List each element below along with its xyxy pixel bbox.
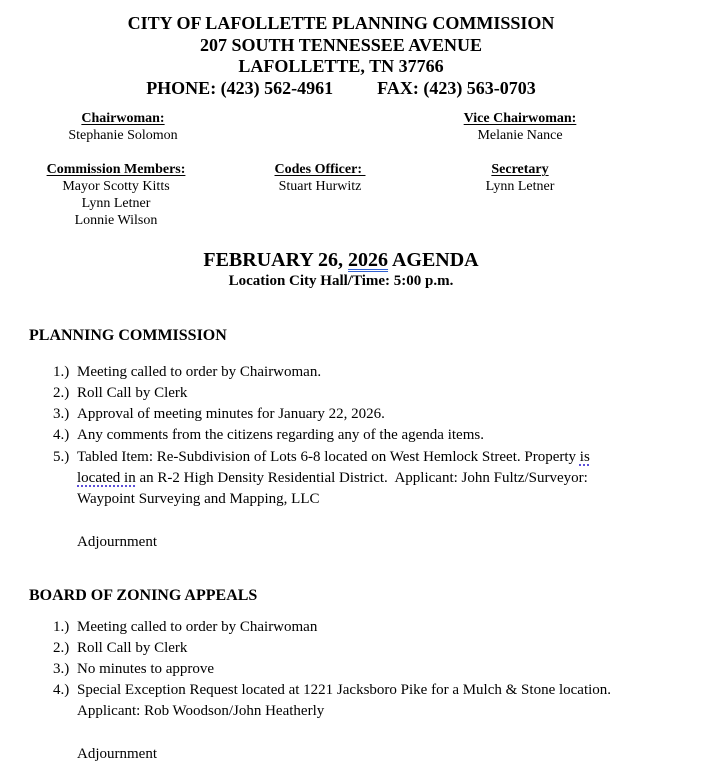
item-text: Roll Call by Clerk [77,640,188,656]
item-number: 2.) [53,385,70,401]
codes-officer-name: Stuart Hurwitz [278,179,362,194]
item-text: Meeting called to order by Chairwoman [77,619,318,635]
city-state-zip: LAFOLLETTE, TN 37766 [238,56,444,76]
vice-chairwoman-name: Melanie Nance [477,128,563,143]
flagged-text: located in [77,470,136,486]
secretary-label: Secretary [491,162,549,177]
item-text-line: Applicant: Rob Woodson/John Heatherly [77,703,325,719]
item-number: 2.) [53,640,70,656]
bza-heading: BOARD OF ZONING APPEALS [29,587,258,604]
agenda-date: FEBRUARY 26, [203,249,349,271]
chairwoman-name: Stephanie Solomon [68,128,178,143]
vice-chairwoman-label: Vice Chairwoman: [463,111,577,126]
contact-line [0,78,682,99]
item-text: Roll Call by Clerk [77,385,188,401]
commission-member: Lonnie Wilson [74,213,158,228]
fax-number: FAX: (423) 563-0703 [377,78,536,98]
item-number: 5.) [53,449,70,465]
item-number: 3.) [53,661,70,677]
item-text-segment: Tabled Item: Re-Subdivision of Lots 6-8 located on West Hemlock Street. Property [77,449,580,465]
commission-member: Lynn Letner [81,196,151,211]
commission-members-block [30,161,202,229]
item-text-segment: an R-2 High Density Residential District. Applicant: John Fultz/Surveyor: [135,470,588,486]
commission-members-label: Commission Members: [46,162,186,177]
item-text: Meeting called to order by Chairwoman. [77,364,322,380]
phone-number: PHONE: (423) 562-4961 [146,78,334,98]
item-number: 1.) [53,619,70,635]
item-text: Any comments from the citizens regarding any of the agenda items. [77,427,484,443]
item-text: Approval of meeting minutes for January 22, 2026. [77,406,385,422]
org-name: CITY OF LAFOLLETTE PLANNING COMMISSION [127,13,555,33]
agenda-title [0,248,682,272]
list-item [0,447,712,511]
item-text: No minutes to approve [77,661,215,677]
commission-member: Mayor Scotty Kitts [62,179,170,194]
secretary-block [460,161,580,195]
agenda-subtitle: Location City Hall/Time: 5:00 p.m. [228,273,454,289]
secretary-name: Lynn Letner [485,179,555,194]
street-address: 207 SOUTH TENNESSEE AVENUE [200,35,482,55]
bza-adjournment: Adjournment [77,746,157,762]
item-text-line: Special Exception Request located at 1221 Jacksboro Pike for a Mulch & Stone location. [77,682,612,698]
item-text-line [77,447,590,468]
codes-officer-label: Codes Officer: [274,162,366,177]
agenda-year: 2026 [348,249,389,271]
item-text-line [77,468,588,489]
vice-chairwoman-block [440,110,600,144]
item-number: 1.) [53,364,70,380]
agenda-word: AGENDA [388,249,479,271]
planning-adjournment: Adjournment [77,534,157,550]
item-number: 4.) [53,427,70,443]
item-number: 4.) [53,682,70,698]
chairwoman-label: Chairwoman: [81,111,165,126]
item-number: 3.) [53,406,70,422]
item-text-line: Waypoint Surveying and Mapping, LLC [77,491,320,507]
planning-commission-heading: PLANNING COMMISSION [29,327,227,344]
list-item [0,680,712,722]
chairwoman-block [40,110,206,144]
flagged-text: is [579,449,590,465]
codes-officer-block [260,161,380,195]
